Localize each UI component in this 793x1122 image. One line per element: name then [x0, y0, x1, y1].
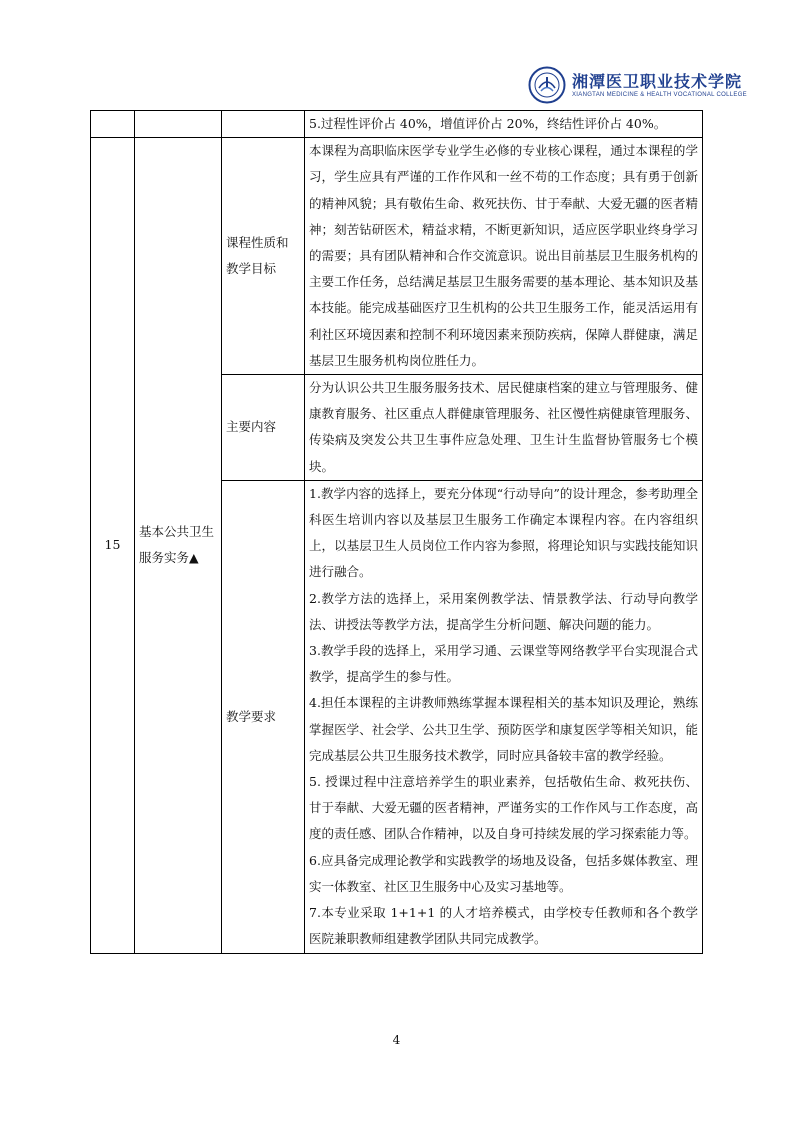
page-number: 4	[392, 1033, 401, 1047]
table-row	[91, 111, 703, 138]
course-name: 基本公共卫生服务实务▲	[135, 138, 222, 953]
course-number: 15	[91, 138, 135, 953]
empty-cell	[222, 111, 305, 138]
section-label-nature-goals: 课程性质和教学目标	[222, 138, 305, 375]
table-row	[91, 138, 703, 375]
requirement-item: 1.教学内容的选择上，要充分体现“行动导向”的设计理念，参考助理全科医生培训内容以及基层卫生服务工作确定本课程内容。在内容组织上，以基层卫生人员岗位工作内容为参照，将理论知识与实践技能知识进行融合。	[309, 485, 698, 580]
requirement-item: 6.应具备完成理论教学和实践教学的场地及设备，包括多媒体教室、理实一体教室、社区卫生服务中心及实习基地等。	[309, 852, 698, 894]
evaluation-ratio-text: 5.过程性评价占 40%，增值评价占 20%，终结性评价占 40%。	[305, 111, 703, 138]
course-table	[90, 110, 703, 954]
section-content-teaching-requirements	[305, 480, 703, 953]
school-logo	[528, 66, 747, 108]
school-emblem-icon	[528, 66, 566, 104]
section-label-main-content: 主要内容	[222, 375, 305, 481]
empty-cell	[135, 111, 222, 138]
section-label-teaching-requirements: 教学要求	[222, 480, 305, 953]
section-content-nature-goals: 本课程为高职临床医学专业学生必修的专业核心课程，通过本课程的学习，学生应具有严谨的工作作风和一丝不苟的工作态度；具有勇于创新的精神风貌；具有敬佑生命、救死扶伤、甘于奉献、大爱无疆的医者精神；刻苦钻研医术，精益求精，不断更新知识，适应医学职业终身学习的需要；具有团队精神和合作交流意识。说出目前基层卫生服务机构的主要工作任务，总结满足基层卫生服务需要的基本理论、基本知识及基本技能。能完成基础医疗卫生机构的公共卫生服务工作，能灵活运用有利社区环境因素和控制不利环境因素来预防疾病，保障人群健康，满足基层卫生服务机构岗位胜任力。	[305, 138, 703, 375]
section-content-main-content: 分为认识公共卫生服务服务技术、居民健康档案的建立与管理服务、健康教育服务、社区重点人群健康管理服务、社区慢性病健康管理服务、传染病及突发公共卫生事件应急处理、卫生计生监督协管服务七个模块。	[305, 375, 703, 481]
requirement-item: 5. 授课过程中注意培养学生的职业素养，包括敬佑生命、救死扶伤、甘于奉献、大爱无疆的医者精神，严谨务实的工作作风与工作态度，高度的责任感、团队合作精神，以及自身可持续发展的学习探索能力等。	[309, 774, 698, 842]
requirement-item: 3.教学手段的选择上，采用学习通、云课堂等网络教学平台实现混合式教学，提高学生的参与性。	[309, 643, 698, 685]
empty-cell	[91, 111, 135, 138]
requirement-item: 7.本专业采取 1+1+1 的人才培养模式，由学校专任教师和各个教学医院兼职教师组建教学团队共同完成教学。	[309, 905, 698, 947]
requirement-item: 2.教学方法的选择上，采用案例教学法、情景教学法、行动导向教学法、讲授法等教学方法，提高学生分析问题、解决问题的能力。	[309, 590, 698, 632]
requirement-item: 4.担任本课程的主讲教师熟练掌握本课程相关的基本知识及理论，熟练掌握医学、社会学、公共卫生学、预防医学和康复医学等相关知识，能完成基层公共卫生服务技术教学，同时应具备较丰富的教学经验。	[309, 695, 698, 763]
school-name-cn: 湘潭医卫职业技术学院	[572, 72, 743, 91]
school-name-en: XIANGTAN MEDICINE & HEALTH VOCATIONAL COLLEGE	[572, 92, 747, 98]
